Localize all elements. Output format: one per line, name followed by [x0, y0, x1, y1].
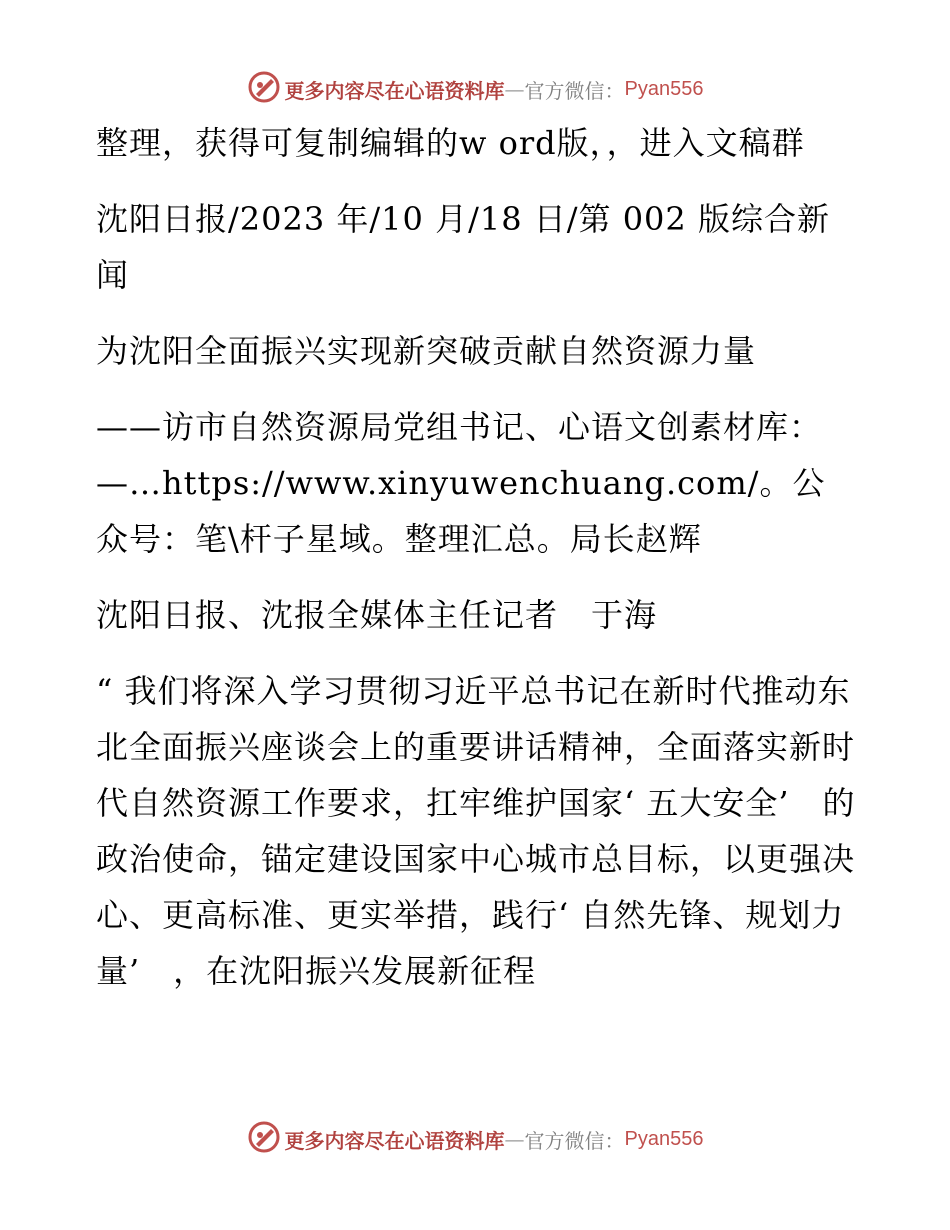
article-byline: 沈阳日报、沈报全媒体主任记者 于海 [96, 596, 658, 634]
banner-separator: — [504, 1127, 525, 1151]
banner-label: 官方微信： [524, 78, 625, 103]
brand-logo-icon [247, 1120, 281, 1159]
banner-separator: — [504, 77, 525, 101]
article-paragraph: “ 我们将深入学习贯彻习近平总书记在新时代推动东北全面振兴座谈会上的重要讲话精神，全面落实新时代自然资源工作要求，扛牢维护国家‘ 五大安全’ 的政治使命，锚定建设国家中心城市总目标，以更强决心、更高标准、更实举措，践行‘ 自然先锋、规划力量’ ，在沈阳振兴发展新征程 [96, 672, 856, 990]
paragraph-note: 整理，获得可复制编辑的w ord版，，进入文稿群 [96, 124, 805, 162]
banner-brand-text: 更多内容尽在心语资料库 [284, 78, 505, 103]
document-body [96, 115, 856, 1019]
banner-handle: Pyan556 [624, 1127, 704, 1150]
article-subtitle: ——访市自然资源局党组书记、心语文创素材库：—…https://www.xinyuwenchuang.com/。公众号：笔\杆子星域。整理汇总。局长赵辉 [96, 408, 826, 558]
header-banner [0, 71, 950, 107]
brand-logo-icon [247, 70, 281, 109]
banner-label: 官方微信： [524, 1128, 625, 1153]
banner-brand-text: 更多内容尽在心语资料库 [284, 1128, 505, 1153]
paragraph-source: 沈阳日报/2023 年/10 月/18 日/第 002 版综合新闻 [96, 200, 830, 294]
footer-banner [0, 1121, 950, 1157]
banner-handle: Pyan556 [624, 77, 704, 100]
article-title: 为沈阳全面振兴实现新突破贡献自然资源力量 [96, 332, 757, 370]
